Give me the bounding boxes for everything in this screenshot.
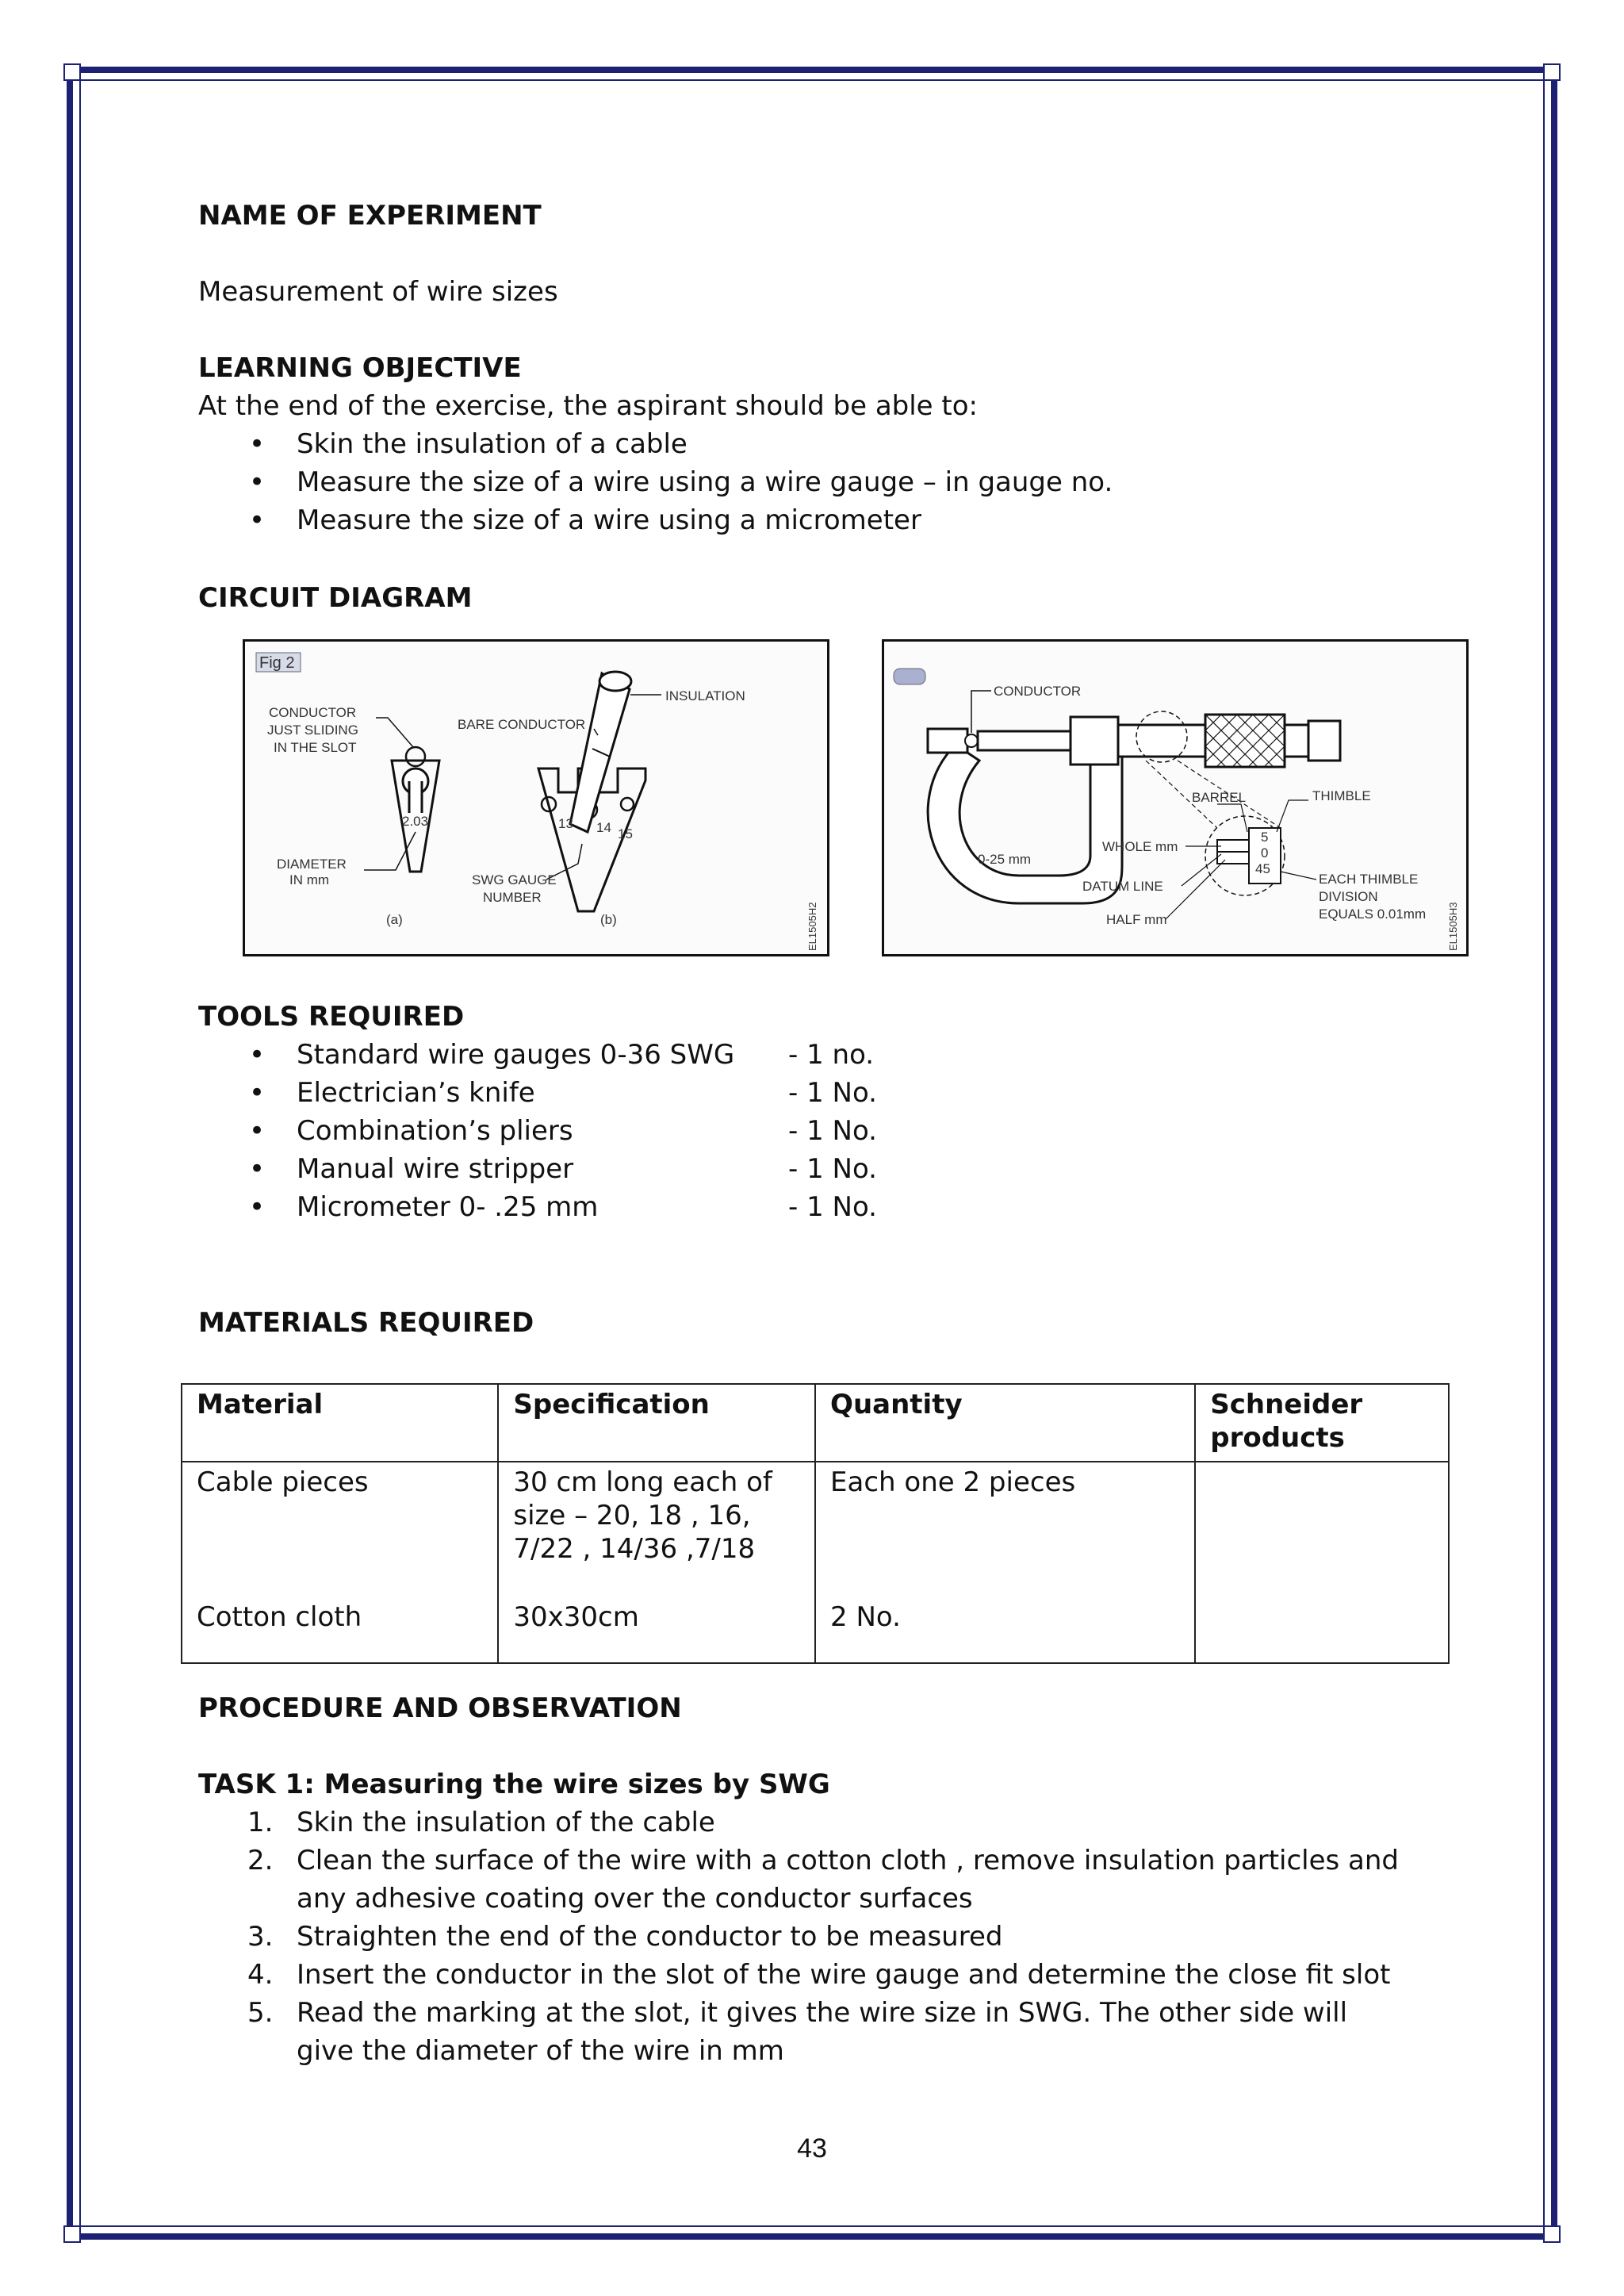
objective-item: Skin the insulation of a cable: [297, 428, 688, 460]
table-cell-material: [182, 1462, 498, 1663]
label-range: 0-25 mm: [978, 852, 1032, 867]
table-cell-specification: [498, 1462, 815, 1663]
table-header-cell: Schneider products: [1195, 1384, 1449, 1462]
label-datum-line: DATUM LINE: [1082, 879, 1163, 894]
tool-name: Combination’s pliers: [297, 1115, 573, 1147]
heading-task1: TASK 1: Measuring the wire sizes by SWG: [198, 1769, 830, 1800]
heading-tools-required: TOOLS REQUIRED: [198, 1001, 465, 1033]
objective-item: Measure the size of a wire using a micrometer: [297, 504, 921, 536]
label-part-a: (a): [386, 912, 403, 927]
step-number: 1.: [247, 1807, 274, 1838]
step-text: give the diameter of the wire in mm: [297, 2035, 784, 2067]
label-slot-14: 14: [596, 820, 611, 835]
label-swg-gauge: NUMBER: [483, 890, 542, 905]
step-number: 2.: [247, 1845, 274, 1876]
bullet-icon: •: [249, 1191, 266, 1223]
tool-qty: - 1 No.: [788, 1191, 877, 1223]
tool-name: Manual wire stripper: [297, 1153, 574, 1185]
objective-item: Measure the size of a wire using a wire gauge – in gauge no.: [297, 466, 1113, 498]
table-cell-schneider: [1195, 1462, 1449, 1663]
label-part-b: (b): [600, 912, 617, 927]
border-corner: [1543, 63, 1561, 81]
heading-procedure: PROCEDURE AND OBSERVATION: [198, 1692, 682, 1724]
label-thimble: THIMBLE: [1312, 788, 1371, 803]
label-conductor-slot: IN THE SLOT: [274, 740, 357, 755]
tool-qty: - 1 No.: [788, 1153, 877, 1185]
cell-line: 30x30cm: [513, 1601, 639, 1633]
label-conductor: CONDUCTOR: [994, 684, 1082, 699]
step-number: 4.: [247, 1959, 274, 1991]
tool-qty: - 1 no.: [788, 1039, 875, 1071]
fig-tag: Fig 2: [259, 654, 295, 672]
cell-line: 30 cm long each of: [513, 1466, 772, 1498]
bullet-icon: •: [249, 1039, 266, 1071]
table-cell-quantity: [815, 1462, 1195, 1663]
micrometer-drawing: [884, 642, 1466, 954]
tool-qty: - 1 No.: [788, 1115, 877, 1147]
label-slot-13: 13: [558, 816, 573, 831]
heading-materials-required: MATERIALS REQUIRED: [198, 1307, 534, 1339]
heading-learning-objective: LEARNING OBJECTIVE: [198, 352, 522, 384]
label-conductor-slot: JUST SLIDING: [267, 723, 358, 738]
label-each-thimble: DIVISION: [1319, 889, 1378, 904]
cell-line: 2 No.: [830, 1601, 901, 1633]
table-header-cell: Specification: [498, 1384, 815, 1462]
scale-mark: 5: [1261, 830, 1269, 845]
heading-circuit-diagram: CIRCUIT DIAGRAM: [198, 582, 473, 614]
label-each-thimble: EQUALS 0.01mm: [1319, 907, 1427, 922]
label-barrel: BARREL: [1192, 790, 1247, 805]
experiment-name: Measurement of wire sizes: [198, 276, 558, 308]
label-conductor-slot: CONDUCTOR: [269, 705, 357, 720]
objective-intro: At the end of the exercise, the aspirant should be able to:: [198, 390, 978, 422]
cell-line: size – 20, 18 , 16,: [513, 1500, 751, 1531]
step-text: Read the marking at the slot, it gives the wire size in SWG. The other side will: [297, 1997, 1348, 2029]
step-number: 5.: [247, 1997, 274, 2029]
heading-name-of-experiment: NAME OF EXPERIMENT: [198, 200, 542, 232]
wire-gauge-drawing: [245, 642, 827, 954]
cell-line: Each one 2 pieces: [830, 1466, 1076, 1498]
step-text: any adhesive coating over the conductor surfaces: [297, 1883, 973, 1915]
step-number: 3.: [247, 1921, 274, 1953]
bullet-icon: •: [249, 1077, 266, 1109]
step-text: Skin the insulation of the cable: [297, 1807, 715, 1838]
border-corner: [63, 2225, 81, 2243]
border-corner: [1543, 2225, 1561, 2243]
label-each-thimble: EACH THIMBLE: [1319, 872, 1419, 887]
scale-mark: 0: [1261, 845, 1269, 861]
table-row: [182, 1462, 1449, 1663]
fig-tag-icon: [894, 669, 925, 684]
label-swg-gauge: SWG GAUGE: [472, 872, 557, 887]
cell-line: Cotton cloth: [197, 1601, 362, 1633]
wire-gauge-figure: [243, 639, 829, 956]
label-insulation: INSULATION: [665, 688, 745, 703]
figure-code: EL1505H2: [806, 902, 818, 951]
bullet-icon: •: [249, 466, 266, 498]
tool-name: Electrician’s knife: [297, 1077, 535, 1109]
cell-line: 7/22 , 14/36 ,7/18: [513, 1533, 756, 1565]
page-number: 43: [797, 2133, 827, 2164]
bullet-icon: •: [249, 1153, 266, 1185]
label-diameter: DIAMETER: [277, 857, 347, 872]
border-corner: [63, 63, 81, 81]
step-text: Clean the surface of the wire with a cotton cloth , remove insulation particles and: [297, 1845, 1400, 1876]
tool-qty: - 1 No.: [788, 1077, 877, 1109]
scale-mark: 45: [1255, 861, 1270, 876]
micrometer-figure: [882, 639, 1469, 956]
table-header-row: [182, 1384, 1449, 1462]
tool-name: Micrometer 0- .25 mm: [297, 1191, 599, 1223]
table-header-cell: Material: [182, 1384, 498, 1462]
tool-name: Standard wire gauges 0-36 SWG: [297, 1039, 735, 1071]
materials-table: [181, 1383, 1450, 1664]
table-header-cell: Quantity: [815, 1384, 1195, 1462]
label-half-mm: HALF mm: [1106, 912, 1167, 927]
bullet-icon: •: [249, 504, 266, 536]
step-text: Straighten the end of the conductor to be measured: [297, 1921, 1003, 1953]
figure-code: EL1505H3: [1447, 902, 1459, 951]
bullet-icon: •: [249, 1115, 266, 1147]
bullet-icon: •: [249, 428, 266, 460]
label-gauge-value: 2.03: [402, 814, 429, 829]
label-diameter: IN mm: [289, 872, 330, 887]
label-slot-15: 15: [618, 826, 633, 841]
step-text: Insert the conductor in the slot of the wire gauge and determine the close fit slot: [297, 1959, 1391, 1991]
cell-line: Cable pieces: [197, 1466, 369, 1498]
label-bare-conductor: BARE CONDUCTOR: [458, 717, 586, 732]
label-whole-mm: WHOLE mm: [1102, 839, 1178, 854]
